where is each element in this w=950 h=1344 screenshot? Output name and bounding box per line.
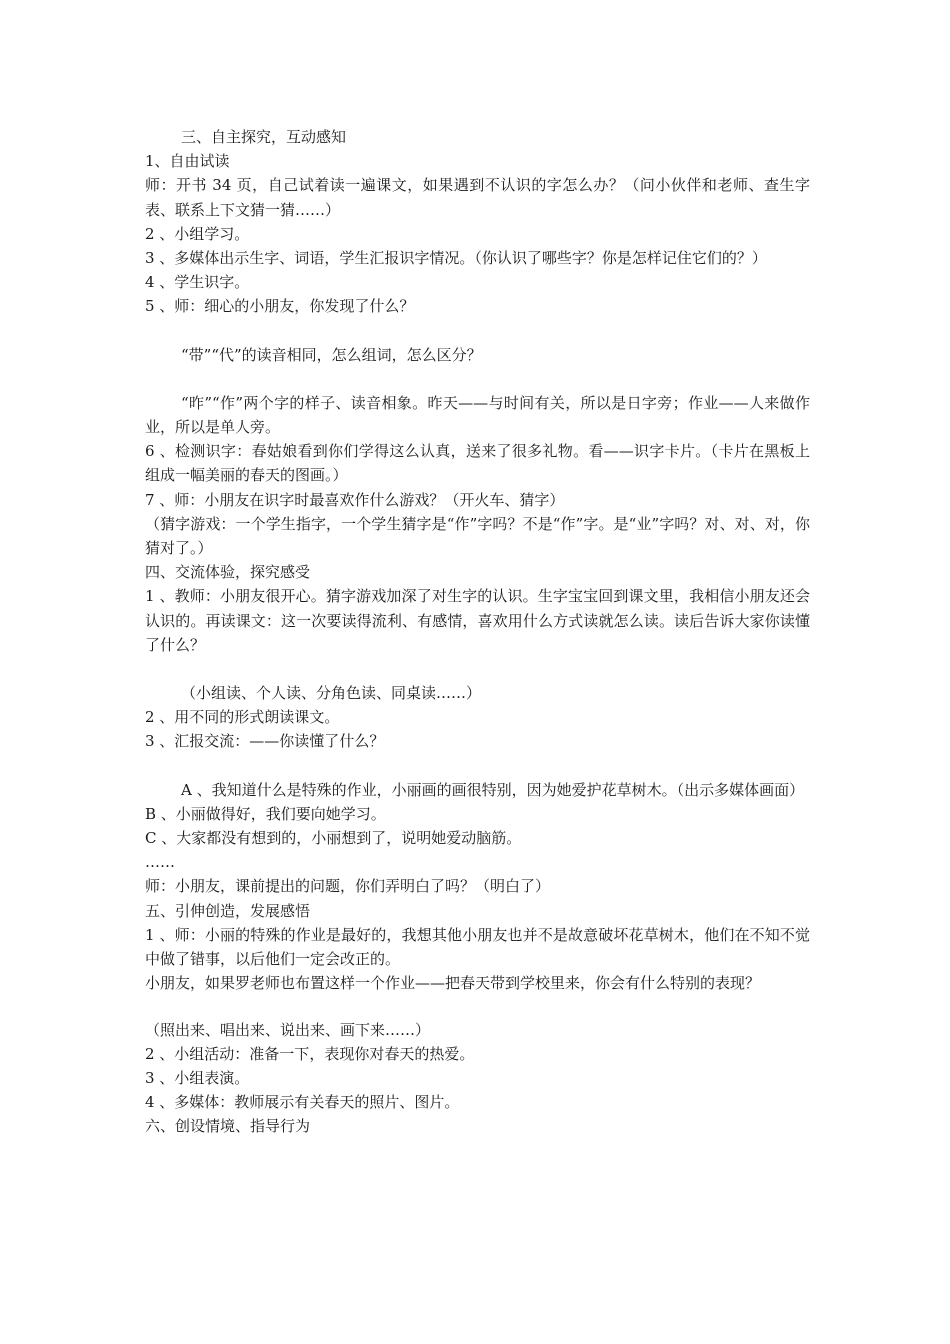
list-item: 5 、师：细心的小朋友，你发现了什么？	[145, 297, 415, 316]
paragraph: “带”“代”的读音相同，怎么组词，怎么区分？	[181, 345, 482, 364]
list-item: 6 、检测识字：春姑娘看到你们学得这么认真，送来了很多礼物。看——识字卡片。（卡片在黑板上组成一幅美丽的春天的图画。）	[145, 442, 810, 485]
paragraph: （小组读、个人读、分角色读、同桌读……）	[181, 684, 482, 703]
ellipsis-line: ……	[145, 853, 175, 872]
paragraph: “昨”“作”两个字的样子、读音相象。昨天——与时间有关，所以是日字旁；作业——人来做作业，所以是单人旁。	[145, 393, 810, 437]
list-item: C 、大家都没有想到的，小丽想到了，说明她爱动脑筋。	[145, 829, 522, 848]
list-item: 2 、用不同的形式朗读课文。	[145, 708, 340, 727]
list-item: 2 、小组活动：准备一下，表现你对春天的热爱。	[145, 1044, 475, 1063]
list-item: 1 、师：小丽的特殊的作业是最好的，我想其他小朋友也并不是故意破坏花草树木，他们在不知不觉中做了错事，以后他们一定会改正的。	[145, 925, 810, 969]
list-item: 4 、多媒体：教师展示有关春天的照片、图片。	[145, 1093, 460, 1112]
section-heading: 三、自主探究，互动感知	[181, 128, 347, 146]
section-heading: 五、引伸创造，发展感悟	[145, 901, 311, 920]
paragraph: （照出来、唱出来、说出来、画下来……）	[145, 1020, 431, 1039]
section-heading: 六、创设情境、指导行为	[145, 1117, 311, 1136]
paragraph: 小朋友，如果罗老师也布置这样一个作业——把春天带到学校里来，你会有什么特别的表现？	[145, 974, 761, 993]
list-item: A 、我知道什么是特殊的作业，小丽画的画很特别，因为她爱护花草树木。（出示多媒体画面）	[181, 780, 805, 799]
step-heading: 1、自由试读	[145, 152, 230, 171]
list-item: 3 、汇报交流：——你读懂了什么？	[145, 732, 385, 751]
document-body	[145, 125, 810, 1139]
list-item: 2 、小组学习。	[145, 224, 250, 243]
paragraph: （猜字游戏：一个学生指字，一个学生猜字是“作”字吗？不是“作”字。是“业”字吗？对、对、对，你猜对了。）	[145, 514, 810, 558]
list-item: 4 、学生识字。	[145, 273, 250, 292]
paragraph: 师：开书 34 页，自己试着读一遍课文，如果遇到不认识的字怎么办？（问小伙伴和老师、查生字表、联系上下文猜一猜……）	[145, 176, 810, 219]
list-item: 1 、教师：小朋友很开心。猜字游戏加深了对生字的认识。生字宝宝回到课文里，我相信小朋友还会认识的。再读课文：这一次要读得流利、有感情，喜欢用什么方式读就怎么读。读后告诉大家你读懂了什么？	[145, 587, 810, 654]
list-item: 7 、师：小朋友在识字时最喜欢作什么游戏？（开火车、猜字）	[145, 490, 565, 509]
section-heading: 四、交流体验，探究感受	[145, 563, 311, 582]
list-item: 3 、小组表演。	[145, 1068, 250, 1087]
list-item: B 、小丽做得好，我们要向她学习。	[145, 804, 386, 823]
list-item: 3 、多媒体出示生字、词语，学生汇报识字情况。（你认识了哪些字？你是怎样记住它们的？）	[145, 249, 767, 268]
paragraph: 师：小朋友，课前提出的问题，你们弄明白了吗？（明白了）	[145, 877, 551, 896]
